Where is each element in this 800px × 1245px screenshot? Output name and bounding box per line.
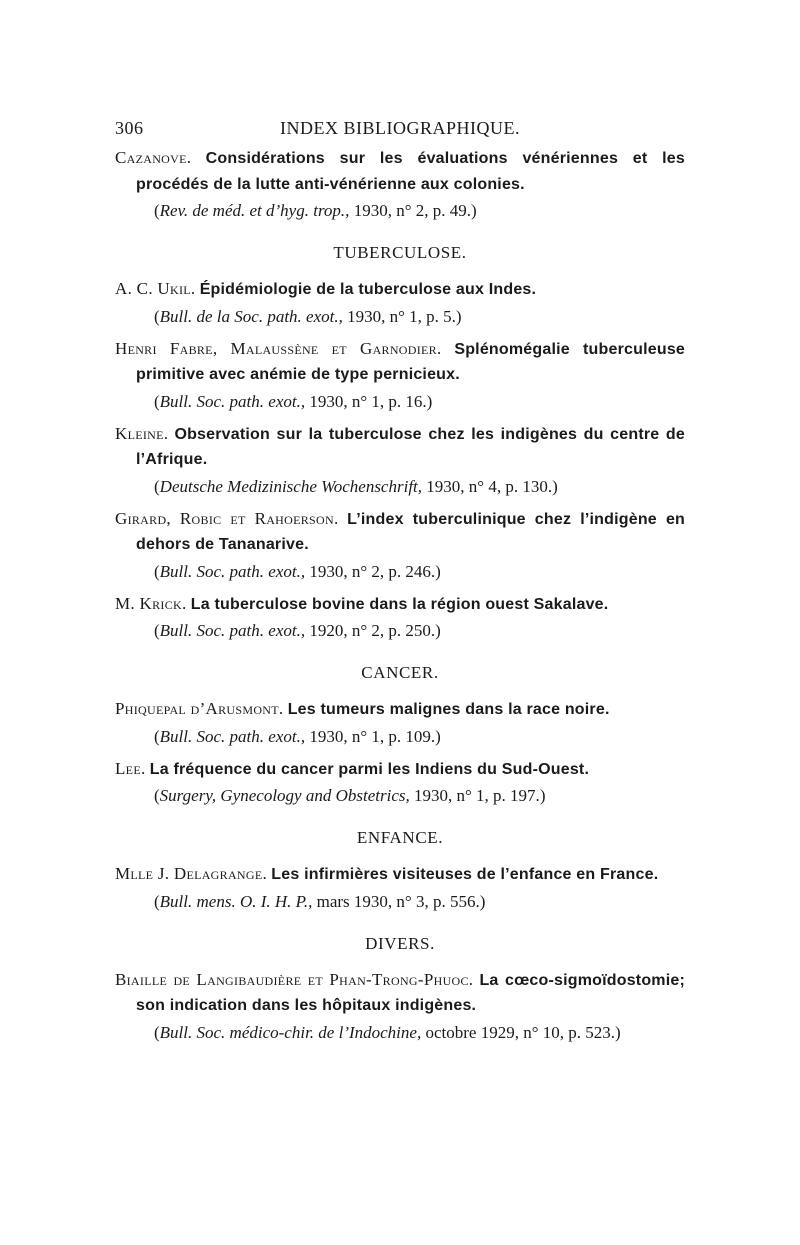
entry-details: 1930, n° 1, p. 5.	[347, 306, 456, 326]
entry-title: L’index tuberculinique chez l’indigène en dehors de Tananarive.	[136, 510, 686, 553]
section-heading-divers: DIVERS.	[365, 933, 435, 953]
entry-author: Henri Fabre, Malaussène et Garnodier.	[115, 338, 442, 358]
entry-title: Considérations sur les évaluations vénériennes et les procédés de la lutte anti-vénérienne aux colonies.	[136, 150, 685, 193]
entry-details: 1920, n° 2, p. 250.	[309, 621, 436, 640]
entry-details: 1930, n° 1, p. 197.	[414, 786, 540, 805]
bibliography-entry: Cazanove. Considérations sur les évaluations vénériennes et les procédés de la lutte anti-vénérienne aux colonies. (Rev. de méd. et d’hyg. trop., 1930, n° 2, p. 49.)	[115, 148, 685, 220]
entry-author: Girard, Robic et Rahoerson.	[115, 508, 339, 528]
section-heading-cancer: CANCER.	[361, 663, 439, 682]
entry-details: 1930, n° 2, p. 246.	[309, 561, 436, 581]
entry-title: Les infirmières visiteuses de l’enfance en France.	[271, 866, 659, 883]
bibliography-entry: Mlle J. Delagrange. Les infirmières visiteuses de l’enfance en France. (Bull. mens. O. I. H. P., mars 1930, n° 3, p. 556.)	[115, 864, 659, 911]
entry-author: Mlle J. Delagrange.	[115, 864, 268, 883]
bibliography-entry: Lee. La fréquence du cancer parmi les Indiens du Sud-Ouest. (Surgery, Gynecology and Obstetrics, 1930, n° 1, p. 197.)	[115, 758, 590, 805]
entry-source: Bull. de la Soc. path. exot.,	[159, 306, 343, 326]
entry-source: Surgery, Gynecology and Obstetrics,	[159, 786, 410, 805]
bibliography-entry: Biaille de Langibaudière et Phan-Trong-Phuoc. La cœco-sigmoïdostomie; son indication dans les hôpitaux indigènes. (Bull. Soc. médico-chir. de l’Indochine, octobre 1929, n° 10, p. 523.)	[115, 969, 685, 1042]
entry-details: octobre 1929, n° 10, p. 523.	[425, 1022, 615, 1042]
section-heading-tuberculose: TUBERCULOSE.	[333, 243, 467, 262]
bibliography-entry: A. C. Ukil. Épidémiologie de la tuberculose aux Indes. (Bull. de la Soc. path. exot., 1930, n° 1, p. 5.)	[115, 279, 537, 326]
entry-details: 1930, n° 1, p. 16.	[309, 391, 427, 411]
entry-title: Les tumeurs malignes dans la race noire.	[287, 701, 610, 718]
bibliography-entry: M. Krick. La tuberculose bovine dans la région ouest Sakalave. (Bull. Soc. path. exot., 1920, n° 2, p. 250.)	[115, 593, 609, 640]
entry-author: A. C. Ukil.	[115, 279, 196, 298]
bibliography-entry: Henri Fabre, Malaussène et Garnodier. Splénomégalie tuberculeuse primitive avec anémie de type pernicieux. (Bull. Soc. path. exot., 1930, n° 1, p. 16.)	[115, 338, 686, 411]
bibliography-entry: Kleine. Observation sur la tuberculose chez les indigènes du centre de l’Afrique. (Deutsche Medizinische Wochenschrift, 1930, n° 4, p. 130.)	[115, 423, 685, 496]
bibliography-entry: Phiquepal d’Arusmont. Les tumeurs malignes dans la race noire. (Bull. Soc. path. exot., 1930, n° 1, p. 109.)	[115, 699, 610, 746]
entry-details: 1930, n° 1, p. 109.	[309, 726, 436, 746]
running-title: INDEX BIBLIOGRAPHIQUE.	[280, 118, 520, 138]
entry-author: Kleine.	[115, 423, 169, 443]
entry-title: Splénomégalie tuberculeuse primitive avec anémie de type pernicieux.	[136, 340, 686, 383]
entry-source: Bull. Soc. path. exot.,	[159, 726, 306, 746]
entry-source: Bull. Soc. path. exot.,	[159, 391, 306, 411]
entry-title: Épidémiologie de la tuberculose aux Indes.	[199, 281, 537, 298]
entry-details: mars 1930, n° 3, p. 556.	[316, 891, 480, 911]
entry-source: Bull. Soc. path. exot.,	[159, 561, 306, 581]
entry-details: 1930, n° 2, p. 49.	[353, 201, 471, 220]
entry-source: Rev. de méd. et d’hyg. trop.,	[159, 201, 350, 220]
entry-author: M. Krick.	[115, 593, 187, 613]
running-header	[115, 112, 685, 146]
entry-title: La fréquence du cancer parmi les Indiens du Sud-Ouest.	[149, 760, 590, 778]
entry-source: Bull. Soc. médico-chir. de l’Indochine,	[159, 1022, 422, 1042]
entry-title: Observation sur la tuberculose chez les indigènes du centre de l’Afrique.	[136, 425, 685, 468]
entry-author: Lee.	[115, 758, 146, 778]
entry-author: Phiquepal d’Arusmont.	[115, 699, 284, 718]
bibliography-entry: Girard, Robic et Rahoerson. L’index tuberculinique chez l’indigène en dehors de Tananarive. (Bull. Soc. path. exot., 1930, n° 2, p. 246.)	[115, 508, 686, 581]
entry-author: Biaille de Langibaudière et Phan-Trong-Phuoc.	[115, 969, 474, 989]
section-heading-enfance: ENFANCE.	[356, 828, 444, 847]
entry-title: La tuberculose bovine dans la région ouest Sakalave.	[190, 595, 609, 613]
page	[115, 112, 685, 1053]
entry-source: Bull. Soc. path. exot.,	[159, 621, 306, 640]
page-number: 306	[115, 118, 144, 138]
entry-source: Deutsche Medizinische Wochenschrift,	[159, 476, 423, 496]
entry-author: Cazanove.	[115, 148, 192, 167]
entry-details: 1930, n° 4, p. 130.	[426, 476, 553, 496]
entry-title: La cœco-sigmoïdostomie; son indication dans les hôpitaux indigènes.	[136, 971, 685, 1014]
entry-source: Bull. mens. O. I. H. P.,	[159, 891, 313, 911]
